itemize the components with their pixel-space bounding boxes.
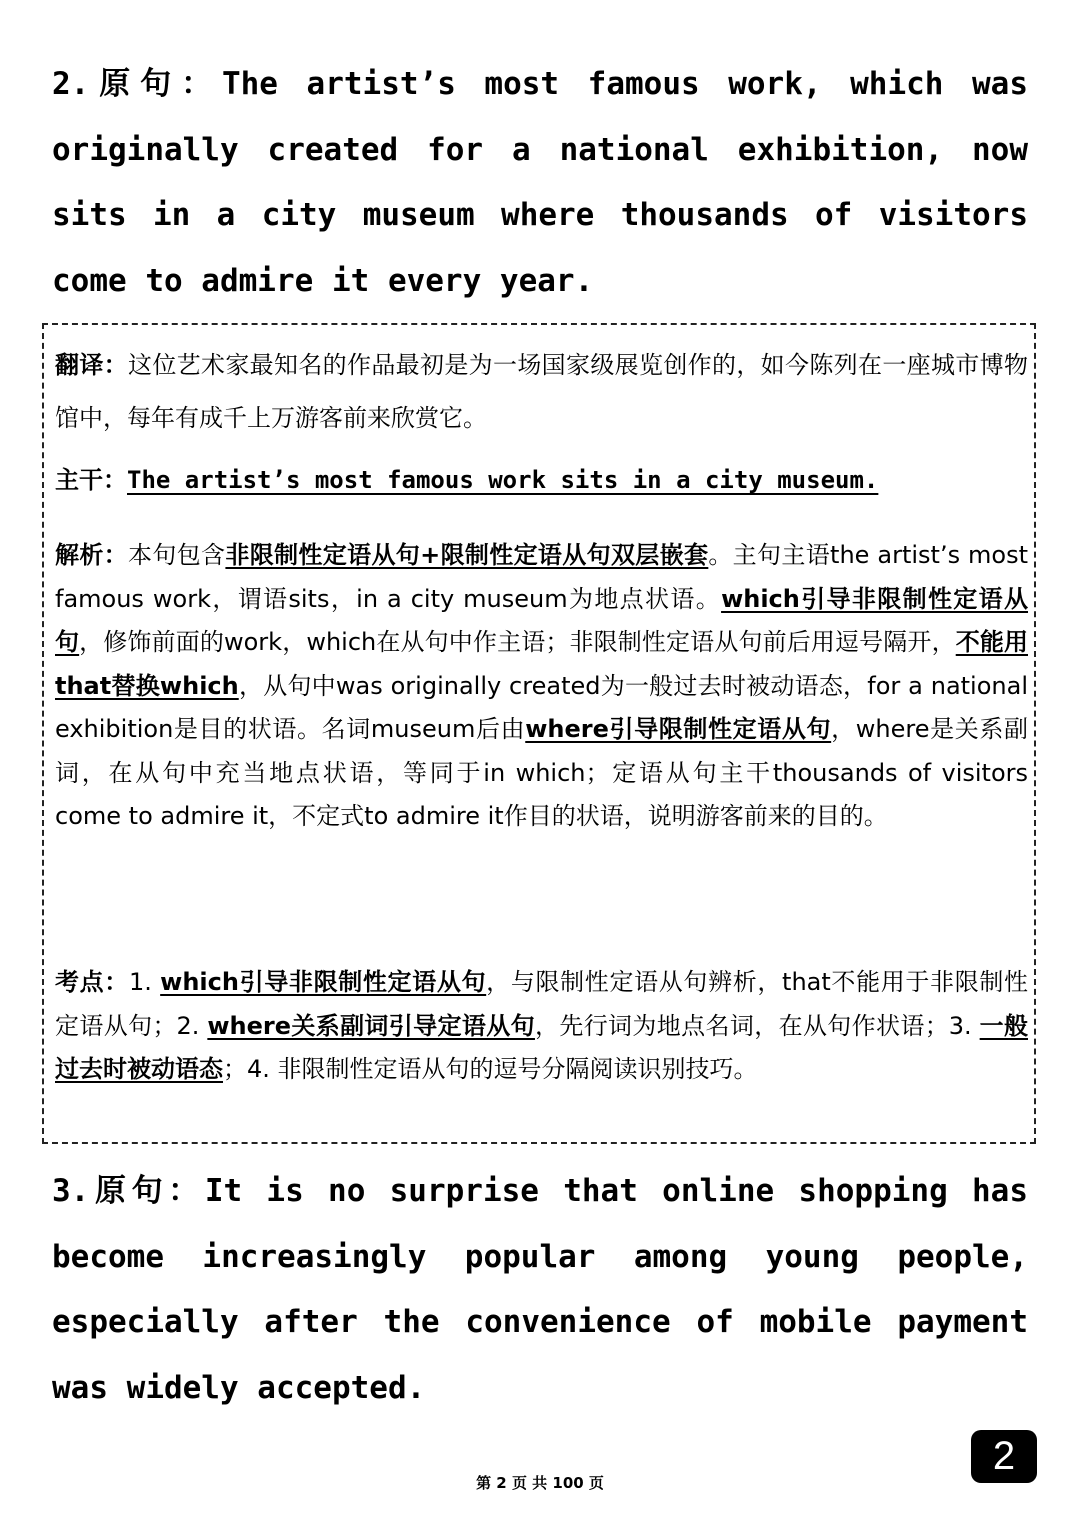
analysis-text-5: ，where是关系副词，在从句中充当地点状语，等同于in which；定语从句主干thousands of visitors come to admire it，不定式to admire it作目的状语，说明游客前来的目的。 xyxy=(55,715,1028,830)
main-clause-paragraph xyxy=(55,459,1028,503)
translation-text: 这位艺术家最知名的作品最初是为一场国家级展览创作的，如今陈列在一座城市博物馆中，每年有成千上万游客前来欣赏它。 xyxy=(55,351,1028,432)
key-points-text-3: ，先行词为地点名词，在从句作状语；3. xyxy=(534,1011,980,1040)
translation-paragraph xyxy=(55,339,1028,445)
main-clause-label: 主干： xyxy=(55,466,127,494)
page-number-badge: 2 xyxy=(971,1430,1037,1483)
analysis-highlight-3: 不能用that替换which xyxy=(55,628,1028,700)
translation-label: 翻译： xyxy=(55,351,128,379)
sentence-3-number: 3.原句： xyxy=(52,1173,205,1209)
analysis-label: 解析： xyxy=(55,541,129,569)
sentence-2 xyxy=(52,52,1028,314)
analysis-text-1: 本句包含 xyxy=(128,541,226,569)
key-point-highlight-2: where关系副词引导定语从句 xyxy=(207,1011,535,1040)
key-points-paragraph xyxy=(55,961,1028,1092)
key-points-label: 考点： xyxy=(55,968,129,996)
sentence-2-text: The artist’s most famous work, which was originally created for a national exhibition, now sits in a city museum where thousands of visitors come to admire it every year. xyxy=(52,66,1029,299)
analysis-text-4: ，从句中was originally created为一般过去时被动语态，for a national exhibition是目的状语。名词museum后由 xyxy=(55,671,1028,743)
key-points-text-1: 1. xyxy=(128,968,161,996)
key-point-highlight-1: which引导非限制性定语从句 xyxy=(160,968,487,996)
analysis-text-2: 。主句主语the artist’s most famous work，谓语sits，in a city museum为地点状语。 xyxy=(55,541,1029,613)
sentence-2-number: 2.原句： xyxy=(52,66,222,102)
sentence-3-text: It is no surprise that online shopping has become increasingly popular among young people, especially after the convenience of mobile payment was widely accepted. xyxy=(52,1173,1029,1406)
page-footer: 第 2 页 共 100 页 xyxy=(476,1474,604,1492)
analysis-highlight-1: 非限制性定语从句+限制性定语从句双层嵌套 xyxy=(225,541,709,569)
key-point-highlight-3: 一般过去时被动语态 xyxy=(55,1011,1029,1083)
analysis-text-3: ，修饰前面的work，which在从句中作主语；非限制性定语从句前后用逗号隔开， xyxy=(79,628,956,656)
analysis-highlight-4: where引导限制性定语从句 xyxy=(525,715,832,743)
main-clause-text: The artist’s most famous work sits in a city museum. xyxy=(127,466,879,494)
analysis-box xyxy=(42,323,1036,1144)
sentence-3 xyxy=(52,1159,1028,1421)
analysis-paragraph xyxy=(55,534,1028,839)
key-points-text-2: ，与限制性定语从句辨析，that不能用于非限制性定语从句；2. xyxy=(55,968,1029,1040)
key-points-text-4: ；4. 非限制性定语从句的逗号分隔阅读识别技巧。 xyxy=(223,1055,758,1083)
analysis-highlight-2: which引导非限制性定语从句 xyxy=(55,584,1029,656)
